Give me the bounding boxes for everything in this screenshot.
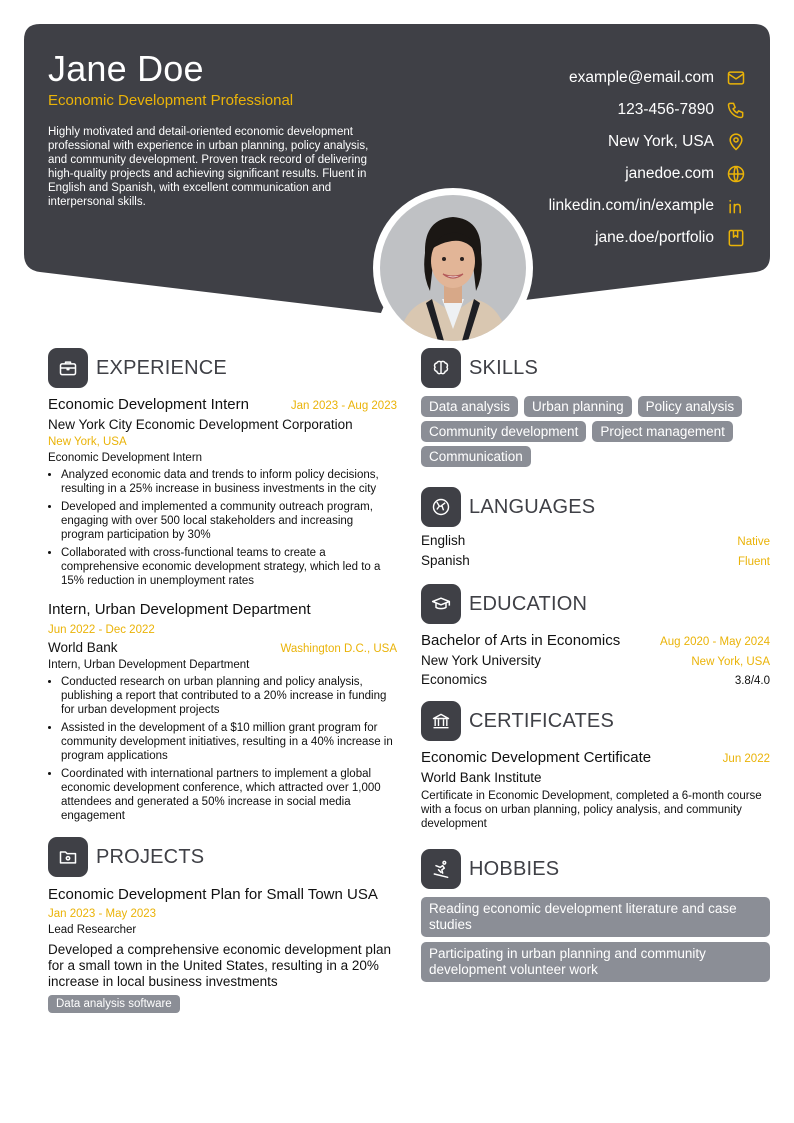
list-item: • Coordinated with international partners to implement a global economic development conference, which attracted over 1,000 attendees and generated a 50% increase in social media engagement [61, 767, 397, 823]
education-title: EDUCATION [469, 592, 588, 615]
language-level: Fluent [738, 556, 770, 568]
hobbies-title: HOBBIES [469, 857, 560, 880]
education-entry [421, 632, 770, 687]
job-org: New York City Economic Development Corporation [48, 417, 353, 432]
languages-heading [421, 487, 770, 527]
job-subtitle: Economic Development Intern [48, 452, 203, 464]
certificate-description: Certificate in Economic Development, completed a 6-month course with a focus on urban planning, policy analysis, and community development [421, 790, 762, 830]
contact-linkedin-text[interactable]: linkedin.com/in/example [548, 197, 714, 214]
contact-email[interactable] [426, 62, 746, 94]
certificate-issuer: World Bank Institute [421, 770, 542, 785]
project-tag: Data analysis software [48, 995, 180, 1013]
skill-tag: Communication [421, 446, 531, 467]
folder-icon [48, 837, 88, 877]
project-dates: Jan 2023 - May 2023 [48, 908, 157, 920]
project-title: Economic Development Plan for Small Town USA [48, 886, 378, 903]
project-description: Developed a comprehensive economic development plan for a small town in the United States, resulting in a 20% increase in local business investments [48, 942, 391, 989]
experience-entry [48, 601, 397, 823]
institution-icon [421, 701, 461, 741]
summary-text: Highly motivated and detail-oriented economic development professional with experience in urban planning, policy analysis, and community development. Proven track record of delivering high-quality projects and achieving significant results. Fluent in English and Spanish, with excellent communication and interpersonal skills. [48, 126, 369, 208]
skill-tag: Community development [421, 421, 586, 442]
list-item: • Collaborated with cross-functional teams to create a comprehensive economic development strategy, which led to a 15% reduction in unemployment rates [61, 546, 397, 588]
certificates-heading [421, 701, 770, 741]
certificate-date: Jun 2022 [722, 753, 770, 765]
languages-title: LANGUAGES [469, 495, 596, 518]
job-bullets [61, 468, 397, 588]
list-item: • Analyzed economic data and trends to inform policy decisions, resulting in a 25% increase in business investments in the city [61, 468, 397, 496]
job-dates: Jan 2023 - Aug 2023 [290, 400, 397, 412]
location-pin-icon [726, 132, 746, 152]
left-column [48, 348, 397, 1013]
bookmark-icon [726, 228, 746, 248]
skill-tag: Policy analysis [638, 396, 743, 417]
skills-heading [421, 348, 770, 388]
language-row [421, 533, 770, 553]
certificates-title: CERTIFICATES [469, 709, 615, 732]
contact-phone[interactable] [426, 94, 746, 126]
education-dates: Aug 2020 - May 2024 [660, 636, 770, 648]
briefcase-icon [48, 348, 88, 388]
brain-icon [421, 348, 461, 388]
school: New York University [421, 653, 542, 668]
list-item: • Developed and implemented a community outreach program, engaging with over 500 local stakeholders and increasing program participation by 30% [61, 500, 397, 542]
certificate-entry [421, 749, 770, 831]
degree: Bachelor of Arts in Economics [421, 632, 621, 649]
skiing-icon [421, 849, 461, 889]
graduation-cap-icon [421, 584, 461, 624]
job-bullets [61, 675, 397, 823]
globe-icon [726, 164, 746, 184]
contact-portfolio-text[interactable]: jane.doe/portfolio [595, 229, 714, 246]
linkedin-icon [726, 196, 746, 216]
mail-icon [726, 68, 746, 88]
language-name: English [421, 533, 466, 548]
skill-tag: Project management [592, 421, 733, 442]
job-dates: Jun 2022 - Dec 2022 [48, 624, 155, 636]
contact-website-text[interactable]: janedoe.com [625, 165, 714, 182]
school-location: New York, USA [691, 656, 770, 668]
hobby-item: Participating in urban planning and community development volunteer work [421, 942, 770, 982]
list-item: • Conducted research on urban planning and policy analysis, publishing a report that contributed to a 20% increase in funding for urban development projects [61, 675, 397, 717]
projects-title: PROJECTS [96, 845, 205, 868]
contact-website[interactable] [426, 158, 746, 190]
candidate-name: Jane Doe [48, 48, 204, 89]
field-of-study: Economics [421, 672, 488, 687]
candidate-title: Economic Development Professional [48, 92, 294, 109]
experience-title: EXPERIENCE [96, 356, 227, 379]
job-subtitle: Intern, Urban Development Department [48, 659, 250, 671]
skills-title: SKILLS [469, 356, 539, 379]
education-heading [421, 584, 770, 624]
hobby-item: Reading economic development literature and case studies [421, 897, 770, 937]
projects-heading [48, 837, 397, 877]
skill-tag: Data analysis [421, 396, 518, 417]
contact-location-text: New York, USA [608, 133, 714, 150]
language-name: Spanish [421, 553, 470, 568]
right-column [421, 348, 770, 987]
language-row [421, 553, 770, 573]
gpa: 3.8/4.0 [734, 675, 770, 687]
contact-email-text[interactable]: example@email.com [569, 69, 714, 86]
hobbies-heading [421, 849, 770, 889]
experience-heading [48, 348, 397, 388]
hobbies-list [421, 897, 770, 982]
job-location: Washington D.C., USA [280, 643, 397, 655]
project-role: Lead Researcher [48, 924, 137, 936]
job-title: Economic Development Intern [48, 396, 249, 413]
phone-icon [726, 100, 746, 120]
language-level: Native [737, 536, 770, 548]
profile-photo [373, 188, 533, 348]
project-entry [48, 885, 397, 1013]
list-item: • Assisted in the development of a $10 million grant program for community development initiatives, resulting in a 40% increase in program applications [61, 721, 397, 763]
contact-location [426, 126, 746, 158]
languages-list [421, 533, 770, 573]
job-location: New York, USA [48, 436, 127, 448]
avatar [380, 195, 526, 341]
job-title: Intern, Urban Development Department [48, 601, 311, 618]
job-org: World Bank [48, 640, 118, 655]
skills-tags [421, 396, 770, 467]
skill-tag: Urban planning [524, 396, 632, 417]
project-tags [48, 995, 397, 1013]
certificate-name: Economic Development Certificate [421, 749, 652, 766]
experience-entry [48, 396, 397, 588]
language-icon [421, 487, 461, 527]
contact-phone-text[interactable]: 123-456-7890 [617, 101, 714, 118]
